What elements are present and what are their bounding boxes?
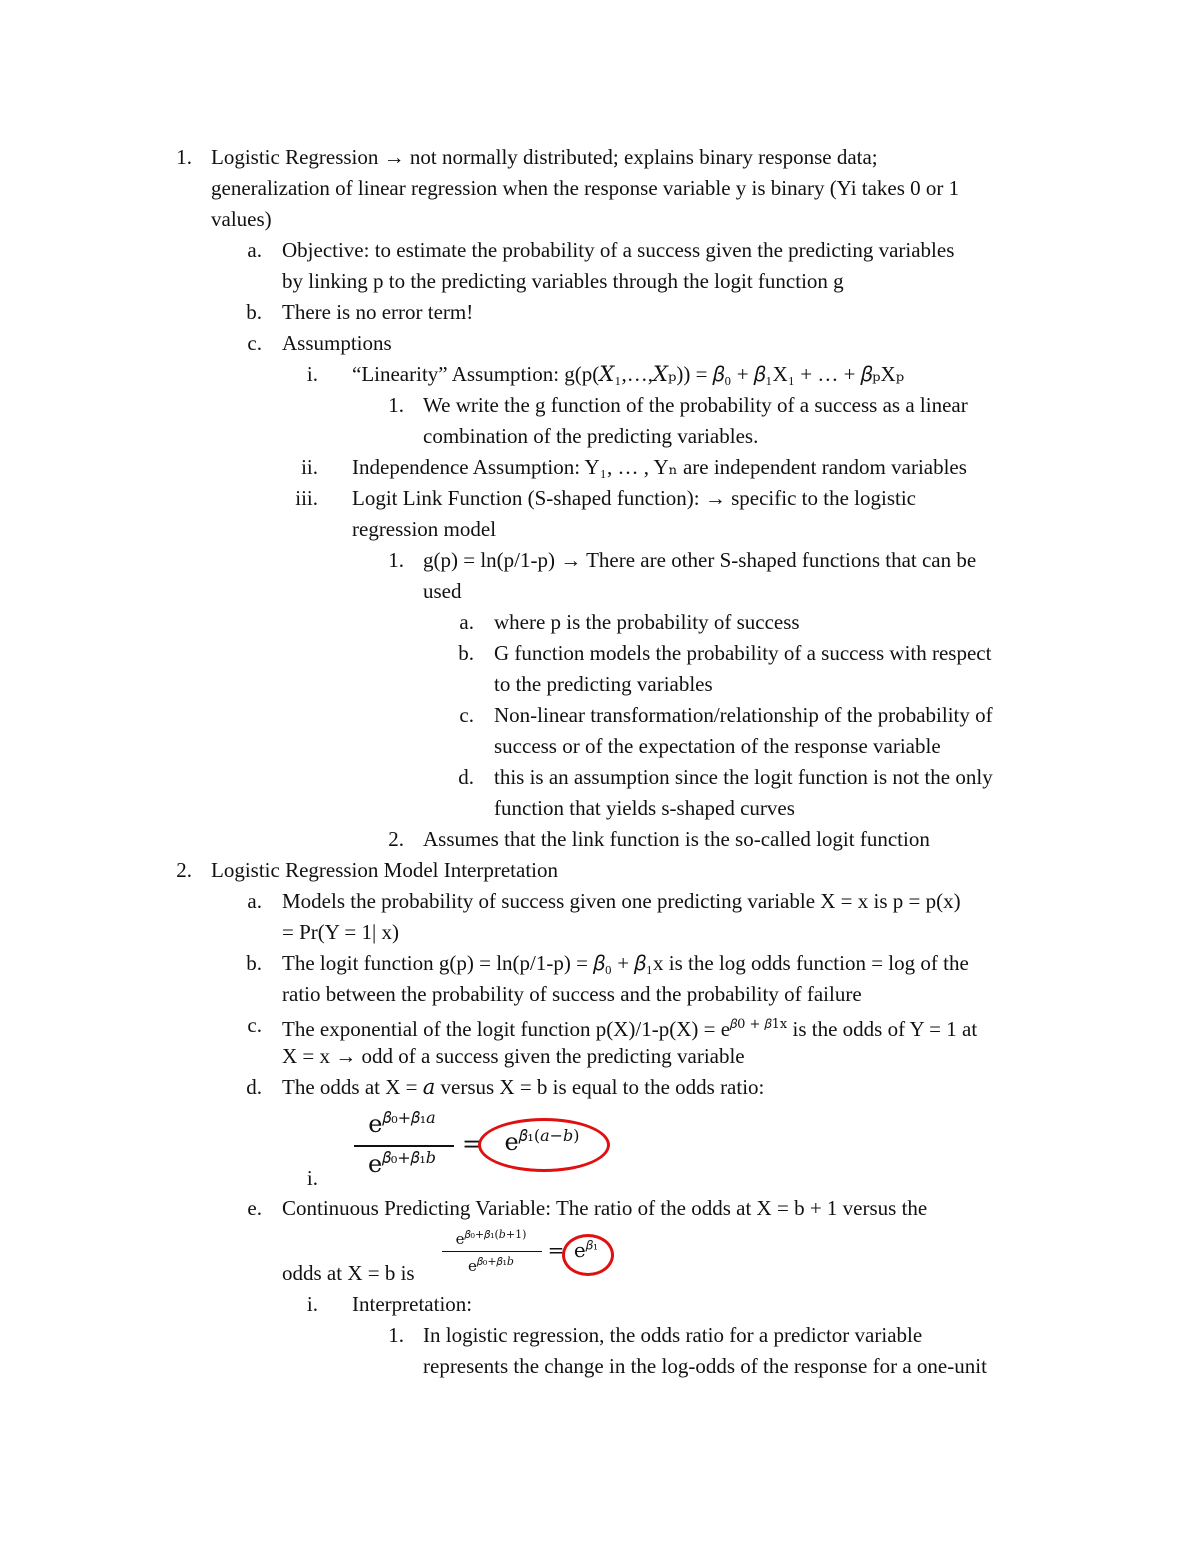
list-marker: 1. [176,145,192,169]
logit-note-b-line2: to the predicting variables [494,672,713,696]
list-marker: b. [246,951,262,975]
item2-c-pre: The exponential of the logit function p(X)/1-p(X) = e [282,1017,731,1041]
denominator-exponent: 𝛽₀+𝛽₁𝑏 [476,1255,514,1268]
list-marker: c. [247,1013,262,1037]
odds-ratio-result [480,1126,604,1156]
item1-line1: Logistic Regression → not normally distributed; explains binary response data; [211,145,878,169]
result-exponent: 𝛽₁(𝑎−𝑏) [518,1126,580,1145]
item2-c-exponent: 𝛽0 + 𝛽1x [730,1017,788,1032]
numerator-base: e [455,1230,465,1248]
list-marker: i. [306,362,318,386]
continuous-result [563,1238,609,1262]
result-base: e [573,1238,586,1262]
item2-a-line2: = Pr(Y = 1| x) [282,920,399,944]
logit-formula-line1: g(p) = ln(p/1-p) → There are other S-shaped functions that can be [423,548,977,572]
logit-note-a: where p is the probability of success [494,610,800,634]
result-base: e [504,1128,519,1156]
item2-e-line1: Continuous Predicting Variable: The ratio of the odds at X = b + 1 versus the [282,1196,928,1220]
item1-line3: values) [211,207,272,231]
fraction-bar [442,1251,542,1252]
logit-note-b-line1: G function models the probability of a success with respect [494,641,992,665]
list-marker: iii. [295,486,318,510]
logit-link-line1: Logit Link Function (S-shaped function): → specific to the logistic [352,486,916,510]
item2-e-line2: odds at X = b is [282,1261,415,1285]
odds-ratio-numerator [348,1108,456,1138]
linearity-line2: combination of the predicting variables. [423,424,759,448]
denominator-base: e [468,1257,477,1275]
equals-sign: = [461,1130,483,1158]
result-exponent: 𝛽₁ [585,1238,599,1254]
logit-formula-line2: used [423,579,462,603]
list-marker: 1. [388,1323,404,1347]
item1-a-line1: Objective: to estimate the probability of a success given the predicting variables [282,238,955,262]
denominator-exponent: 𝛽₀+𝛽₁𝑏 [382,1148,437,1167]
interpretation-heading: Interpretation: [352,1292,473,1316]
item2-b-line1: The logit function g(p) = ln(p/1-p) = 𝛽₀ + 𝛽₁x is the log odds function = log of the [282,951,969,975]
list-marker: c. [247,331,262,355]
list-marker: c. [459,703,474,727]
linearity-assumption: “Linearity” Assumption: g(p(𝑋₁,…,𝑋ₚ)) = 𝛽₀ + 𝛽₁X₁ + … + 𝛽ₚXₚ [352,362,905,386]
denominator-base: e [367,1150,383,1178]
item2-c-post: is the odds of Y = 1 at [787,1017,978,1041]
list-marker: a. [459,610,474,634]
item1-a-line2: by linking p to the predicting variables through the logit function g [282,269,844,293]
numerator-exponent: 𝛽₀+𝛽₁(𝑏+1) [464,1228,527,1241]
numerator-exponent: 𝛽₀+𝛽₁𝑎 [382,1108,436,1127]
linearity-line1: We write the g function of the probability of a success as a linear [423,393,968,417]
list-marker: i. [306,1166,318,1190]
list-marker: ii. [301,455,318,479]
item2-d-text: The odds at X = 𝑎 versus X = b is equal to the odds ratio: [282,1075,765,1099]
item1-line2: generalization of linear regression when the response variable y is binary (Yi takes 0 or 1 [211,176,960,200]
list-marker: 1. [388,393,404,417]
item1-b-text: There is no error term! [282,300,474,324]
logit-note-d-line2: function that yields s-shaped curves [494,796,795,820]
list-marker: a. [247,889,262,913]
list-marker: 2. [176,858,192,882]
odds-ratio-denominator [348,1148,456,1178]
continuous-numerator [436,1228,546,1248]
interpretation-line1: In logistic regression, the odds ratio for a predictor variable [423,1323,923,1347]
item2-c-line1 [282,1011,977,1043]
item2-title: Logistic Regression Model Interpretation [211,858,559,882]
list-marker: i. [306,1292,318,1316]
numerator-base: e [368,1110,383,1138]
equals-sign: = [547,1238,565,1262]
logit-note-d-line1: this is an assumption since the logit function is not the only [494,765,993,789]
item1-c-text: Assumptions [282,331,392,355]
list-marker: e. [247,1196,262,1220]
list-marker: d. [458,765,474,789]
list-marker: d. [246,1075,262,1099]
continuous-denominator [436,1255,546,1275]
item2-a-line1: Models the probability of success given one predicting variable X = x is p = p(x) [282,889,961,913]
fraction-bar [354,1145,454,1147]
list-marker: b. [458,641,474,665]
independence-assumption: Independence Assumption: Y₁, … , Yₙ are independent random variables [352,455,967,479]
list-marker: 1. [388,548,404,572]
list-marker: a. [247,238,262,262]
list-marker: 2. [388,827,404,851]
interpretation-line2: represents the change in the log-odds of the response for a one-unit [423,1354,987,1378]
logit-note-c-line2: success or of the expectation of the response variable [494,734,941,758]
item2-c-line2: X = x → odd of a success given the predicting variable [282,1044,745,1068]
list-marker: b. [246,300,262,324]
logit-assumption: Assumes that the link function is the so-called logit function [423,827,930,851]
logit-note-c-line1: Non-linear transformation/relationship of the probability of [494,703,993,727]
item2-b-line2: ratio between the probability of success and the probability of failure [282,982,862,1006]
logit-link-line2: regression model [352,517,497,541]
